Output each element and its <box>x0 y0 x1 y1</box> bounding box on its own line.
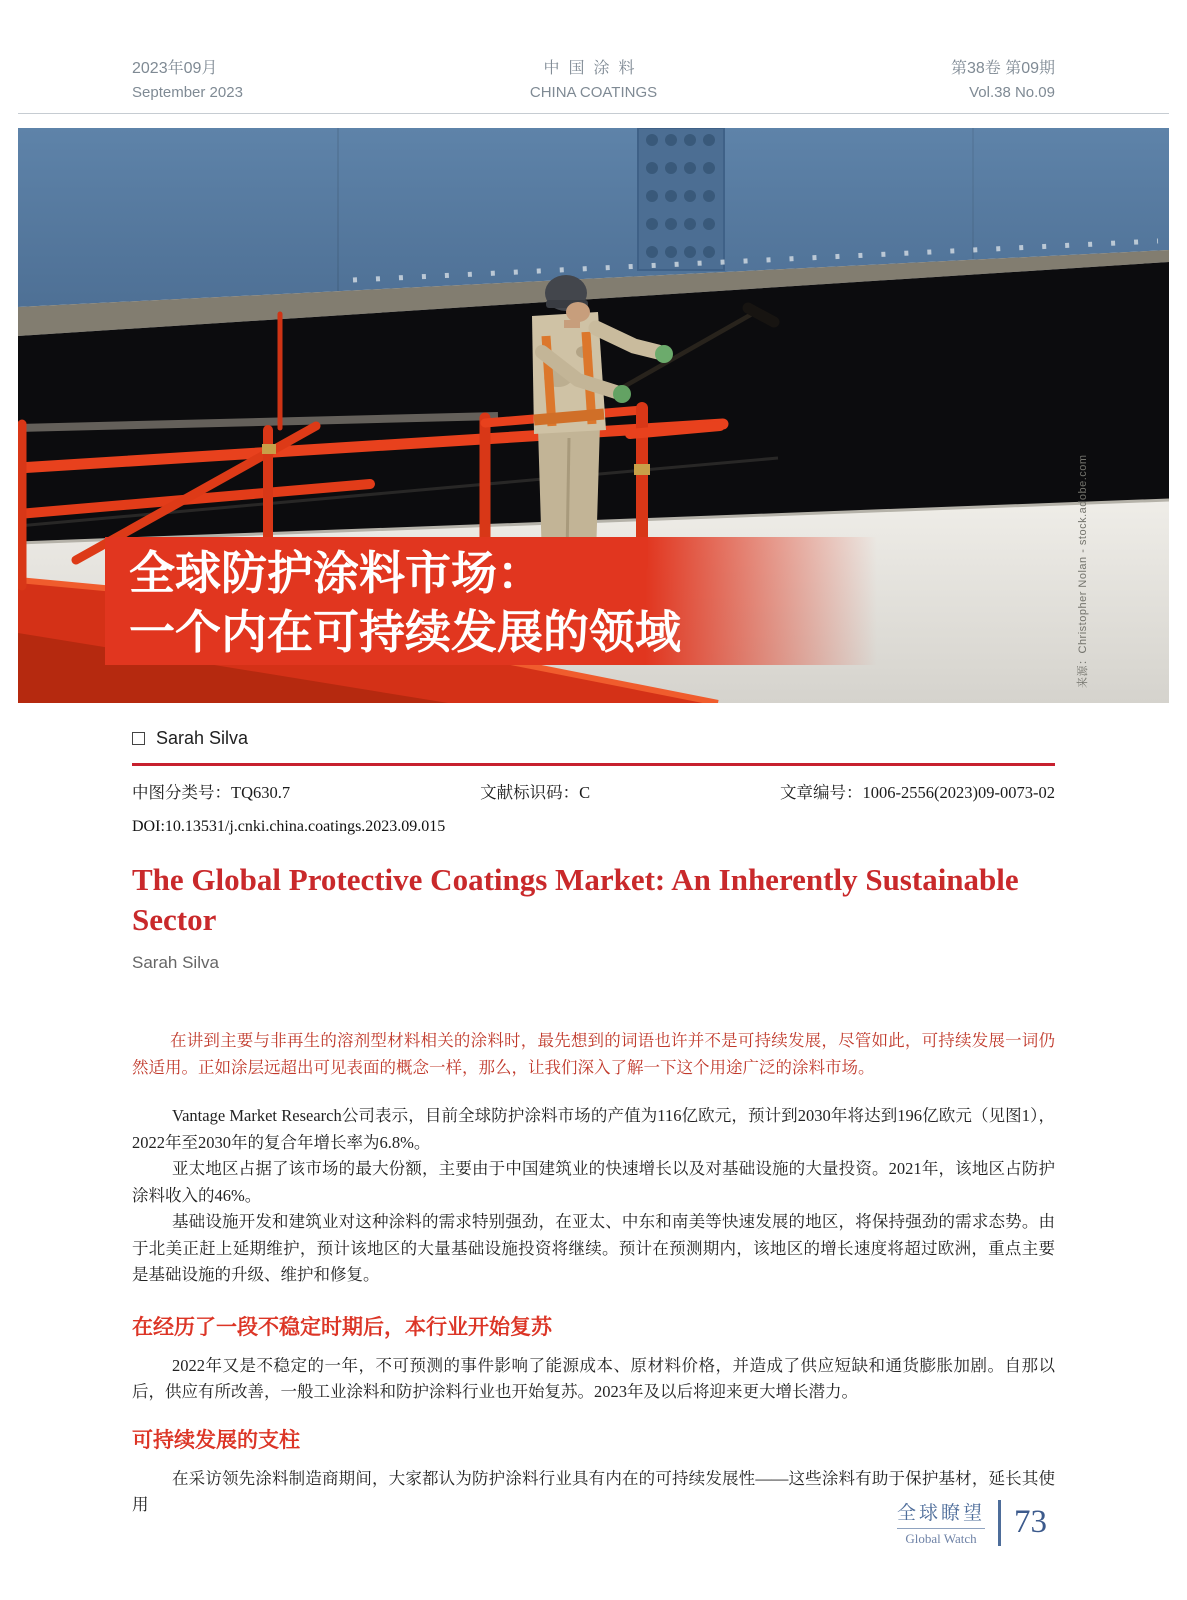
header-date-en: September 2023 <box>132 84 243 101</box>
paragraph: 基础设施开发和建筑业对这种涂料的需求特别强劲，在亚太、中东和南美等快速发展的地区，将保持强劲的需求态势。由于北美正赶上延期维护，预计该地区的大量基础设施投资将继续。预计在预测期内，该地区的增长速度将超过欧洲，重点主要是基础设施的升级、维护和修复。 <box>132 1212 1055 1284</box>
footer-vertical-bar <box>998 1500 1001 1546</box>
paragraph: 在采访领先涂料制造商期间，大家都认为防护涂料行业具有内在的可持续发展性——这些涂料有助于保护基材，延长其使用 <box>132 1468 1055 1514</box>
section-heading: 在经历了一段不稳定时期后，本行业开始复苏 <box>132 1315 552 1339</box>
article-title-overlay <box>105 537 877 665</box>
footer-section-en: Global Watch <box>905 1531 977 1546</box>
doi: DOI:10.13531/j.cnki.china.coatings.2023.09.015 <box>132 818 446 835</box>
page-header <box>132 56 1055 104</box>
footer-section <box>897 1498 985 1547</box>
author-name-en: Sarah Silva <box>132 953 219 972</box>
author-name: Sarah Silva <box>156 728 249 748</box>
header-date-cn: 2023年09月 <box>132 60 218 77</box>
paragraph: Vantage Market Research公司表示，目前全球防护涂料市场的产值为116亿欧元，预计到2030年将达到196亿欧元（见图1），2022年至2030年的复合年增长率为6.8%。 <box>132 1106 1055 1152</box>
meta-article-id-label: 文章编号： <box>780 783 863 802</box>
header-journal-en: CHINA COATINGS <box>529 84 658 101</box>
footer-section-divider <box>897 1528 985 1529</box>
article-title-cn-line2: 一个内在可持续发展的领域 <box>129 606 681 658</box>
header-volume-en: Vol.38 No.09 <box>969 84 1055 101</box>
hero-photo <box>18 128 1169 703</box>
header-date <box>132 56 530 104</box>
red-divider <box>132 763 1055 766</box>
header-volume-cn: 第38卷 第09期 <box>950 60 1055 77</box>
author-bullet-icon <box>132 732 145 745</box>
meta-clc-label: 中图分类号： <box>132 783 231 802</box>
header-journal <box>530 56 657 104</box>
meta-article-id-value: 1006-2556(2023)09-0073-02 <box>862 783 1055 802</box>
page-number: 73 <box>1014 1504 1047 1540</box>
photo-credit: 来源：Christopher Nolan - stock.adobe.com <box>1077 454 1089 688</box>
meta-clc-value: TQ630.7 <box>231 783 291 802</box>
header-divider <box>18 113 1169 114</box>
paragraph: 亚太地区占据了该市场的最大份额，主要由于中国建筑业的快速增长以及对基础设施的大量投资。2021年，该地区占防护涂料收入的46%。 <box>132 1159 1055 1205</box>
page-footer <box>897 1498 1047 1547</box>
abstract: 在讲到主要与非再生的溶剂型材料相关的涂料时，最先想到的词语也许并不是可持续发展，尽管如此，可持续发展一词仍然适用。正如涂层远超出可见表面的概念一样，那么，让我们深入了解一下这个用途广泛的涂料市场。 <box>132 1031 1055 1077</box>
meta-clc <box>132 779 290 803</box>
header-volume <box>657 56 1055 104</box>
meta-doc-code-label: 文献标识码： <box>480 783 580 802</box>
meta-article-id <box>780 779 1055 803</box>
article-content <box>132 712 1055 1519</box>
footer-section-cn: 全球瞭望 <box>896 1503 985 1524</box>
header-journal-cn: 中国涂料 <box>543 60 644 77</box>
article-meta <box>132 779 1055 803</box>
meta-doc-code <box>480 779 590 803</box>
meta-doc-code-value: C <box>579 783 591 802</box>
author-row <box>132 728 1055 749</box>
article-title-en: The Global Protective Coatings Market: An Inherently Sustainable Sector <box>132 862 1019 937</box>
section-heading: 可持续发展的支柱 <box>132 1428 300 1452</box>
article-title-cn-line1: 全球防护涂料市场： <box>129 547 543 599</box>
paragraph: 2022年又是不稳定的一年，不可预测的事件影响了能源成本、原材料价格，并造成了供应短缺和通货膨胀加剧。自那以后，供应有所改善，一般工业涂料和防护涂料行业也开始复苏。2023年及以后将迎来更大增长潜力。 <box>132 1355 1055 1401</box>
